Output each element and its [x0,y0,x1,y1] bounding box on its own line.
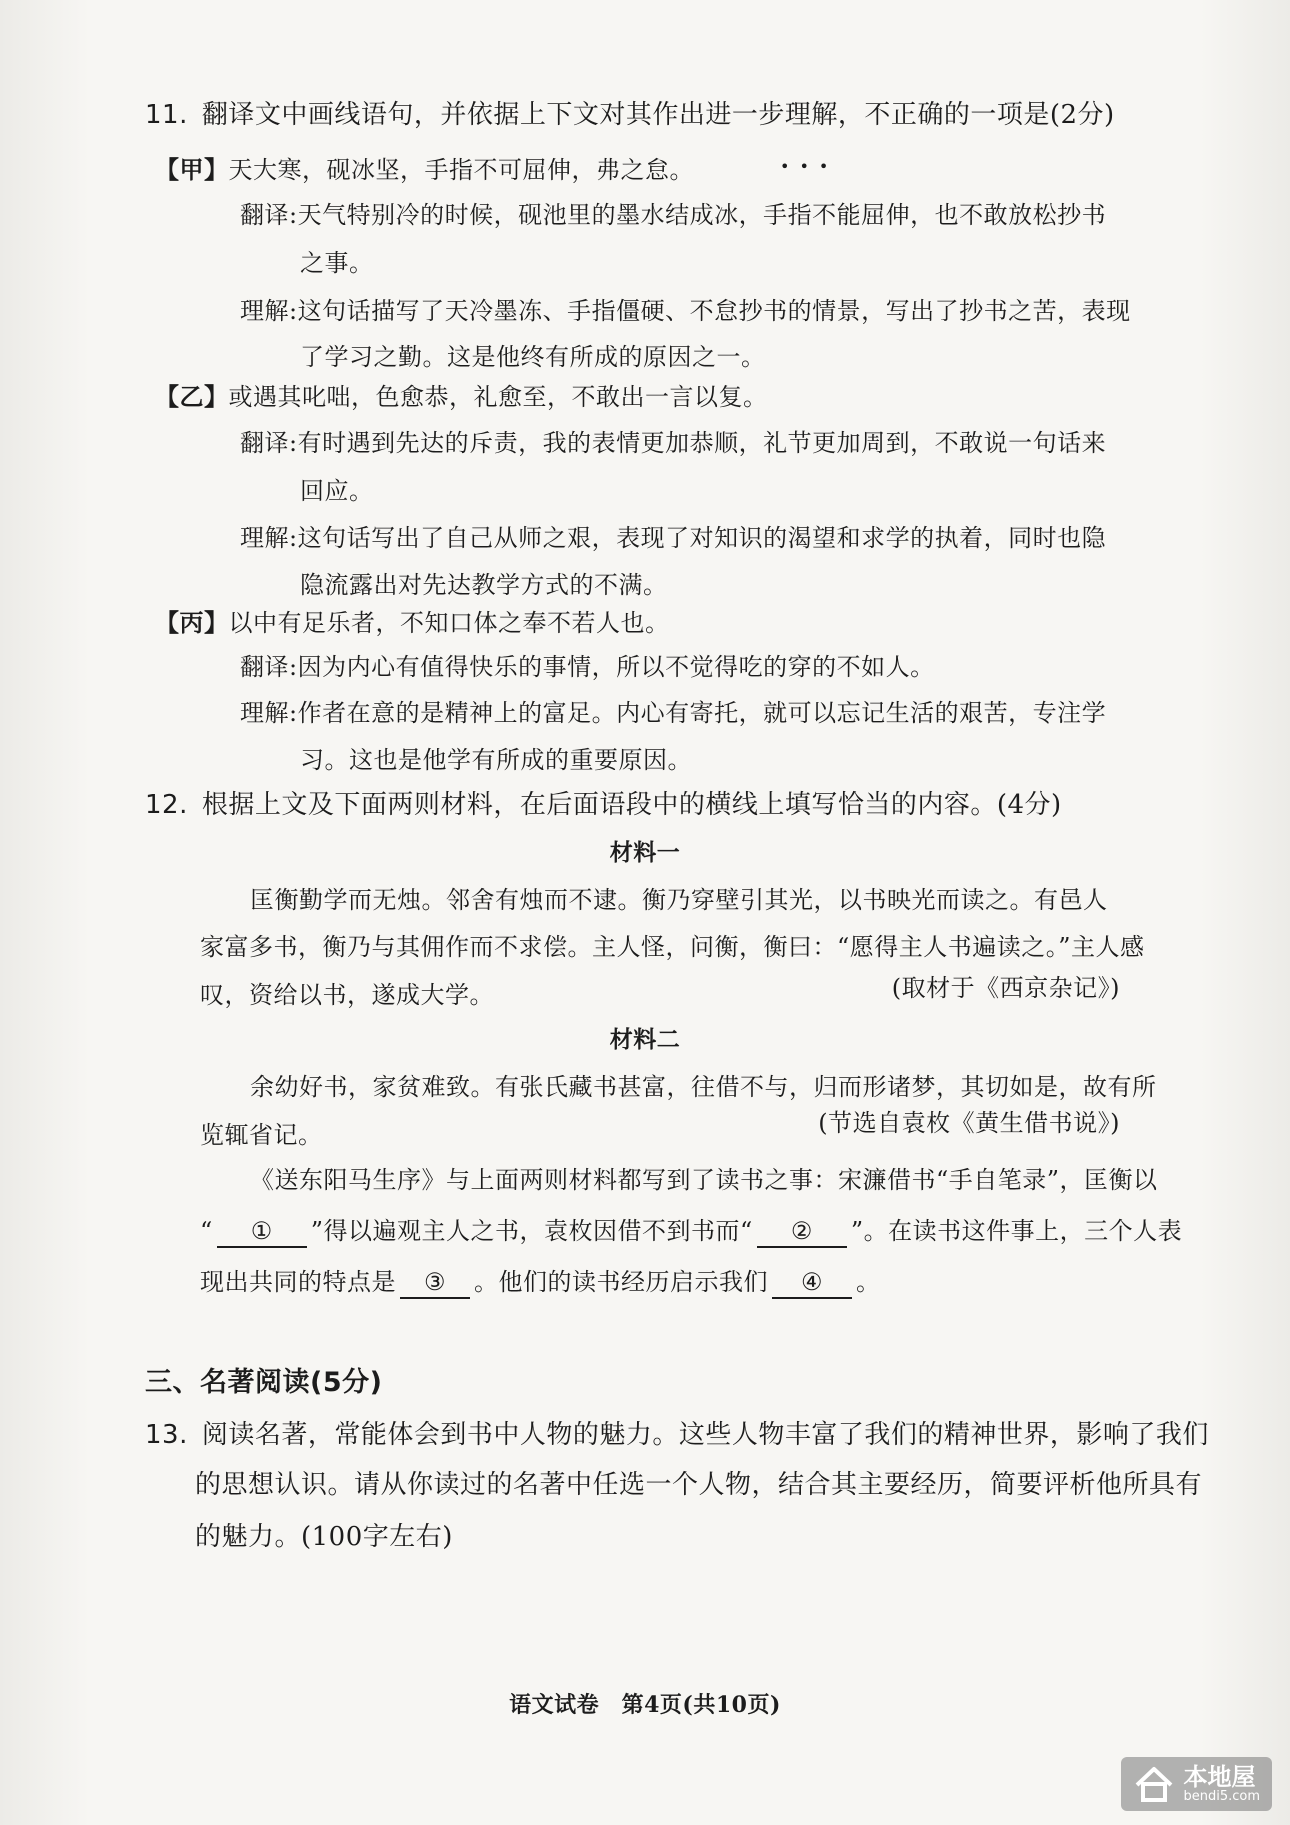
jia-understanding-label: 理解: [240,297,298,325]
jia-translation-label: 翻译: [240,201,298,229]
passage-line-3-post: 。 [856,1268,881,1296]
bing-understanding-label: 理解: [240,699,298,727]
q12-number: 12. [145,790,188,820]
q11-prompt-text: 翻译文中画线语句，并依据上下文对其作出进一步理解，不正确的一项是(2分) [201,100,1115,130]
bing-label: 【丙】 [155,608,229,637]
q13-text-1: 阅读名著，常能体会到书中人物的魅力。这些人物丰富了我们的精神世界，影响了我们 [201,1420,1209,1450]
blank-1: ① [217,1216,307,1248]
passage-line-3-mid: 。他们的读书经历启示我们 [474,1268,768,1296]
jia-label: 【甲】 [155,155,229,184]
yi-understanding-line-1 [240,523,1106,553]
yi-understanding-text-1: 这句话写出了自己从师之艰，表现了对知识的渴望和求学的执着，同时也隐 [297,524,1107,552]
yi-translation-text-1: 有时遇到先达的斥责，我的表情更加恭顺，礼节更加周到，不敢说一句话来 [297,429,1107,457]
q11-jia-original [155,155,694,185]
passage-open-quote: “ [200,1217,213,1245]
bing-understanding-line-1 [240,698,1106,728]
bing-translation-text-1: 因为内心有值得快乐的事情，所以不觉得吃的穿的不如人。 [297,653,935,681]
emphasis-dots: ••• [780,157,839,176]
watermark-cn: 本地屋 [1183,1762,1256,1791]
passage-line-3 [200,1267,881,1299]
yi-original-text: 或遇其叱咄，色愈恭，礼愈至，不敢出一言以复。 [228,383,768,411]
bing-translation-label: 翻译: [240,653,298,681]
yi-translation-line-1 [240,428,1106,458]
material-1-source: (取材于《西京杂记》) [891,974,1120,1002]
jia-understanding-line-1 [240,296,1131,326]
blank-4: ④ [772,1267,852,1299]
q13-line-3: 的魅力。(100字左右) [195,1522,453,1552]
q13-line-2: 的思想认识。请从你读过的名著中任选一个人物，结合其主要经历，简要评析他所具有 [195,1470,1203,1500]
jia-translation-line-2: 之事。 [300,249,374,277]
passage-line-2-mid: ”得以遍观主人之书，袁枚因借不到书而“ [310,1217,753,1245]
watermark-en: bendi5.com [1183,1789,1260,1805]
bing-original-text: 以中有足乐者，不知口体之奉不若人也。 [228,609,670,637]
site-watermark [1121,1757,1272,1811]
yi-translation-line-2: 回应。 [300,477,374,505]
section-3-title: 三、名著阅读(5分) [145,1367,383,1398]
material-1-line-1: 匡衡勤学而无烛。邻舍有烛而不逮。衡乃穿壁引其光，以书映光而读之。有邑人 [250,886,1108,914]
bing-translation-line-1 [240,652,935,682]
material-2-line-1: 余幼好书，家贫难致。有张氏藏书甚富，往借不与，归而形诸梦，其切如是，故有所 [250,1073,1157,1101]
page-footer: 语文试卷 第4页(共10页) [509,1692,781,1718]
bing-understanding-text-1: 作者在意的是精神上的富足。内心有寄托，就可以忘记生活的艰苦，专注学 [297,699,1107,727]
material-1-line-2: 家富多书，衡乃与其佣作而不求偿。主人怪，问衡，衡曰：“愿得主人书遍读之。”主人感 [200,933,1145,961]
passage-line-2 [200,1216,1182,1248]
material-2-line-2: 览辄省记。 [200,1121,323,1149]
q13-number: 13. [145,1420,188,1450]
material-1-title: 材料一 [609,839,681,866]
q13-line-1 [145,1420,1209,1450]
q11-number: 11. [145,100,188,130]
house-icon [1133,1763,1175,1805]
yi-label: 【乙】 [155,382,229,411]
yi-understanding-line-2: 隐流露出对先达教学方式的不满。 [300,571,668,599]
jia-understanding-text-1: 这句话描写了天冷墨冻、手指僵硬、不怠抄书的情景，写出了抄书之苦，表现 [297,297,1131,325]
passage-line-2-post: ”。在读书这件事上，三个人表 [850,1217,1183,1245]
jia-translation-line-1 [240,200,1106,230]
q11-yi-original [155,382,768,412]
jia-translation-text-1: 天气特别冷的时候，砚池里的墨水结成冰，手指不能屈伸，也不敢放松抄书 [297,201,1107,229]
blank-3: ③ [400,1267,470,1299]
q12-prompt-text: 根据上文及下面两则材料，在后面语段中的横线上填写恰当的内容。(4分) [201,790,1062,820]
yi-understanding-label: 理解: [240,524,298,552]
material-2-source: (节选自袁枚《黄生借书说》) [818,1109,1120,1137]
jia-understanding-line-2: 了学习之勤。这是他终有所成的原因之一。 [300,343,766,371]
passage-line-1: 《送东阳马生序》与上面两则材料都写到了读书之事：宋濂借书“手自笔录”，匡衡以 [250,1166,1158,1194]
material-1-line-3: 叹，资给以书，遂成大学。 [200,981,494,1009]
jia-original-text: 天大寒，砚冰坚，手指不可屈伸，弗之怠。 [228,156,694,184]
bing-understanding-line-2: 习。这也是他学有所成的重要原因。 [300,746,692,774]
passage-line-3-pre: 现出共同的特点是 [200,1268,396,1296]
q11-prompt [145,100,1115,130]
q12-prompt [145,790,1062,820]
q11-bing-original [155,608,670,638]
blank-2: ② [757,1216,847,1248]
material-2-title: 材料二 [609,1026,681,1053]
yi-translation-label: 翻译: [240,429,298,457]
